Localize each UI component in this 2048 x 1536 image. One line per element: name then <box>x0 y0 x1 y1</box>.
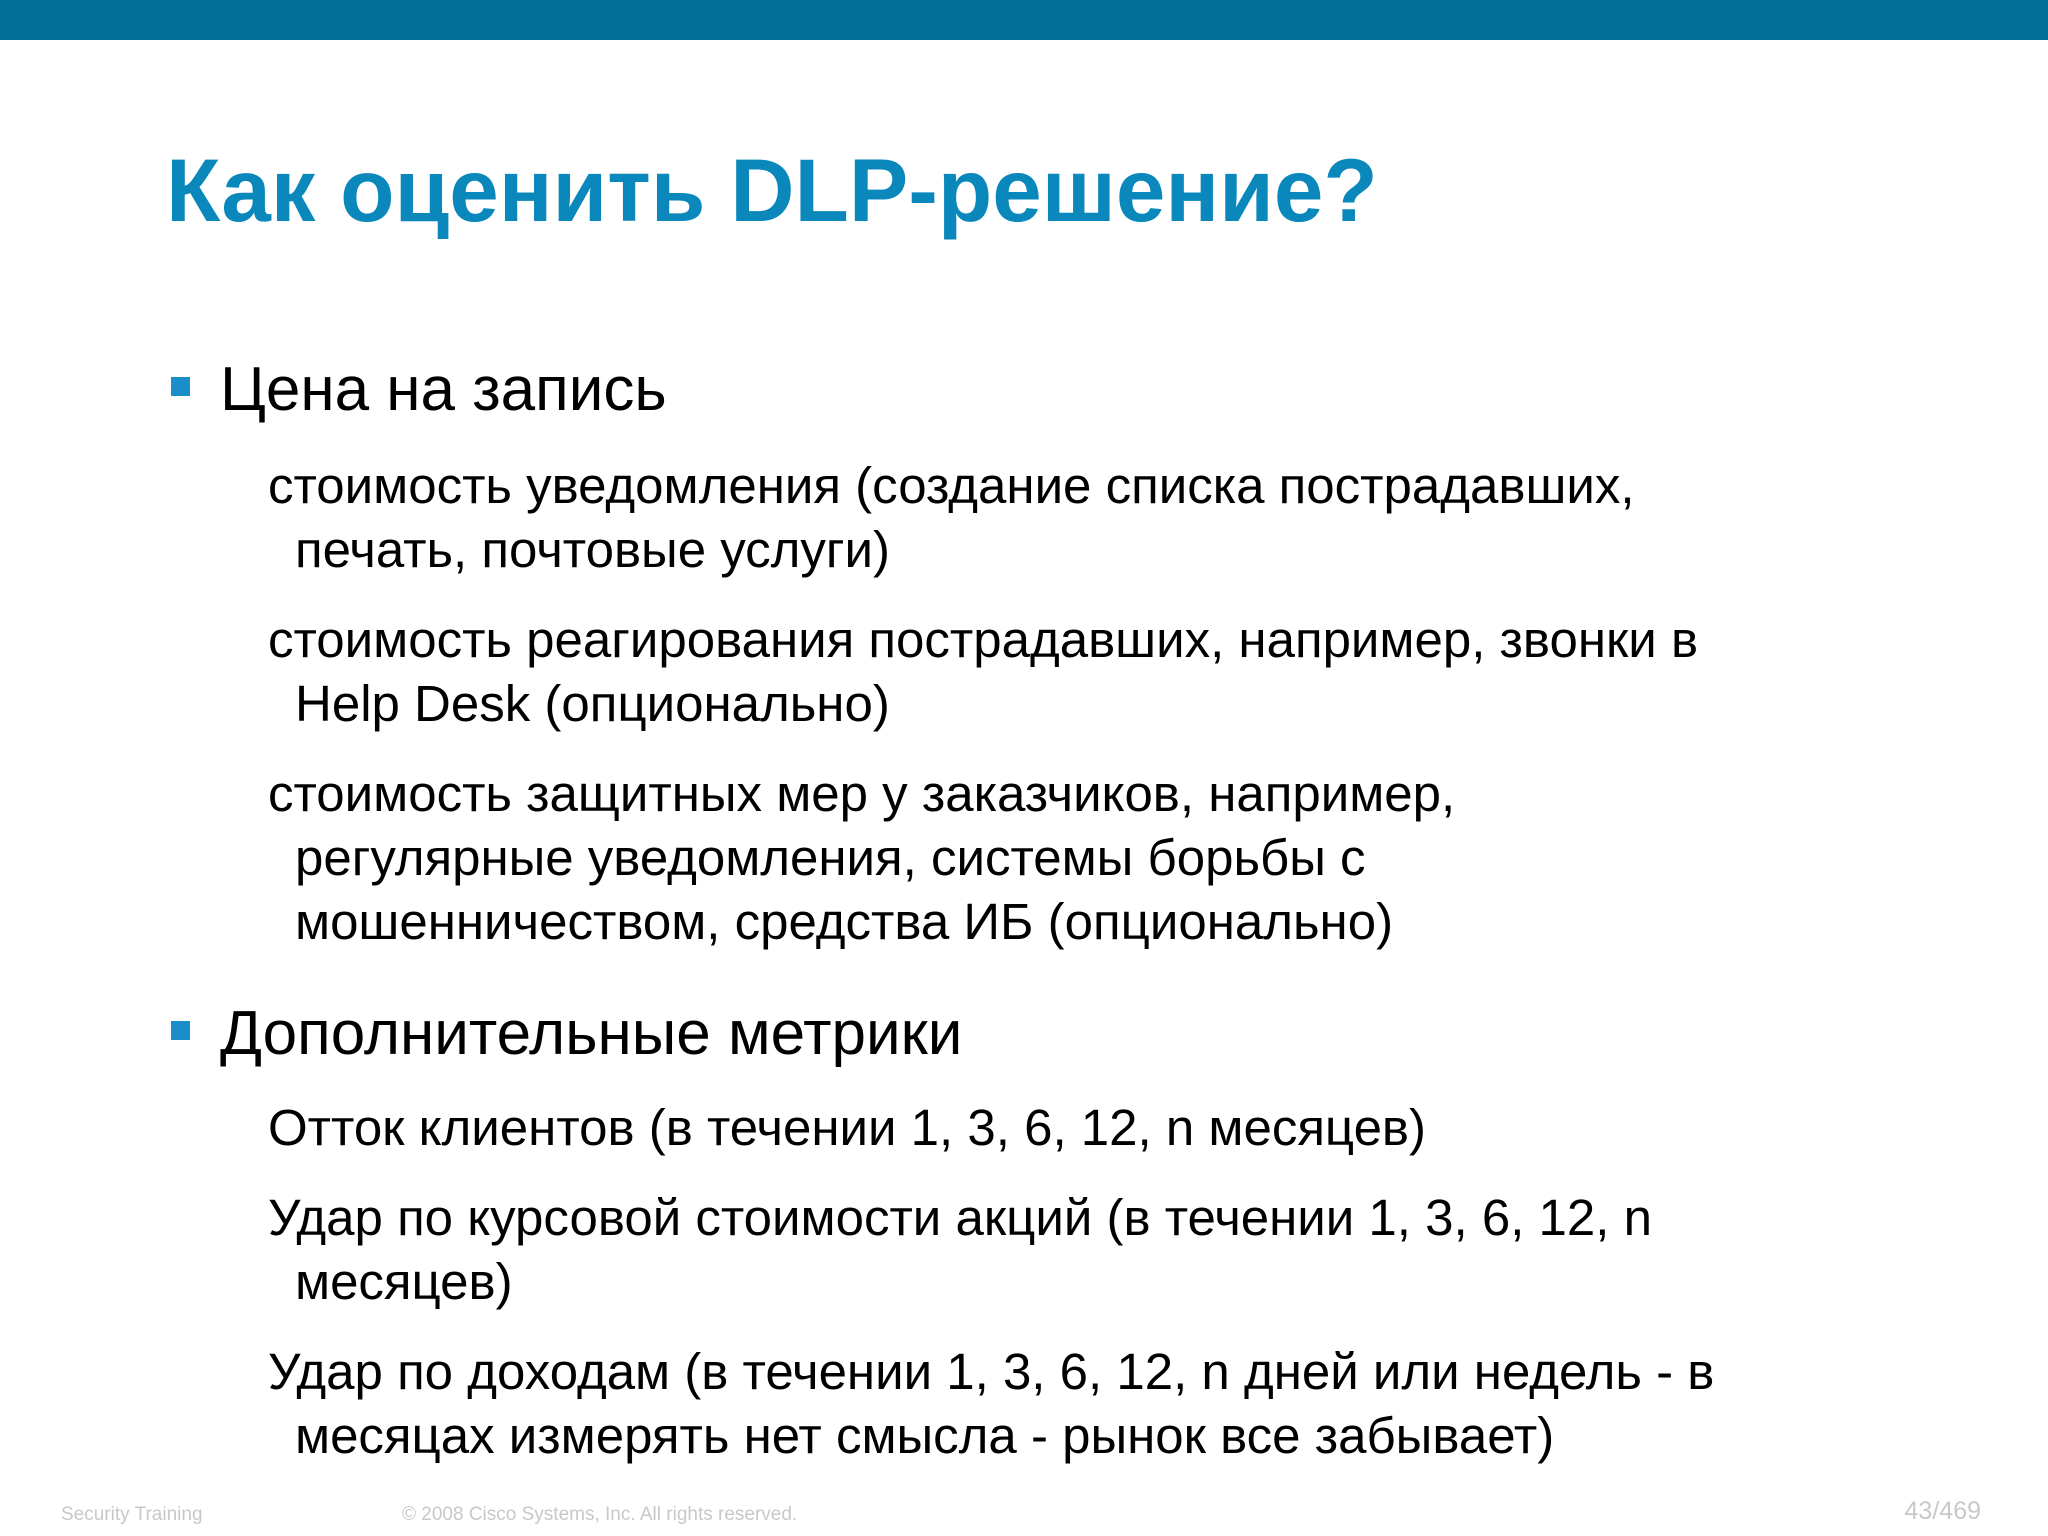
bullet-heading-metrics <box>171 998 962 1069</box>
top-accent-bar <box>0 0 2048 40</box>
sub-item-protection-cost <box>268 762 1455 954</box>
slide-title: Как оценить DLP-решение? <box>166 140 1378 240</box>
sub-item-line: Help Desk (опционально) <box>295 675 890 732</box>
sub-item-line: Удар по курсовой стоимости акций (в течении 1, 3, 6, 12, n <box>268 1189 1652 1246</box>
sub-item-line: Удар по доходам (в течении 1, 3, 6, 12, n дней или недель - в <box>268 1343 1715 1400</box>
square-bullet-icon <box>171 377 190 396</box>
bullet-heading-text: Дополнительные метрики <box>220 999 963 1068</box>
bullet-heading-text: Цена на запись <box>220 355 667 424</box>
sub-item-revenue-impact <box>268 1340 1714 1468</box>
sub-item-notification-cost <box>268 454 1635 582</box>
footer-copyright: © 2008 Cisco Systems, Inc. All rights reserved. <box>402 1504 798 1525</box>
sub-item-line: стоимость уведомления (создание списка пострадавших, <box>268 457 1635 514</box>
sub-item-line: стоимость защитных мер у заказчиков, например, <box>268 765 1456 822</box>
sub-item-line: мошенничеством, средства ИБ (опционально) <box>295 893 1394 950</box>
sub-item-line: месяцев) <box>295 1253 513 1310</box>
sub-item-line: Отток клиентов (в течении 1, 3, 6, 12, n месяцев) <box>268 1099 1427 1156</box>
sub-item-line: регулярные уведомления, системы борьбы с <box>295 829 1366 886</box>
footer-course-name: Security Training <box>61 1504 203 1525</box>
bullet-heading-price <box>171 354 667 425</box>
sub-item-line: месяцах измерять нет смысла - рынок все забывает) <box>295 1407 1555 1464</box>
sub-item-line: печать, почтовые услуги) <box>295 521 890 578</box>
page-number: 43/469 <box>1904 1497 1981 1525</box>
square-bullet-icon <box>171 1021 190 1040</box>
sub-item-response-cost <box>268 608 1698 736</box>
sub-item-line: стоимость реагирования пострадавших, например, звонки в <box>268 611 1699 668</box>
sub-item-stock-impact <box>268 1186 1652 1314</box>
sub-item-customer-churn <box>268 1096 1426 1160</box>
